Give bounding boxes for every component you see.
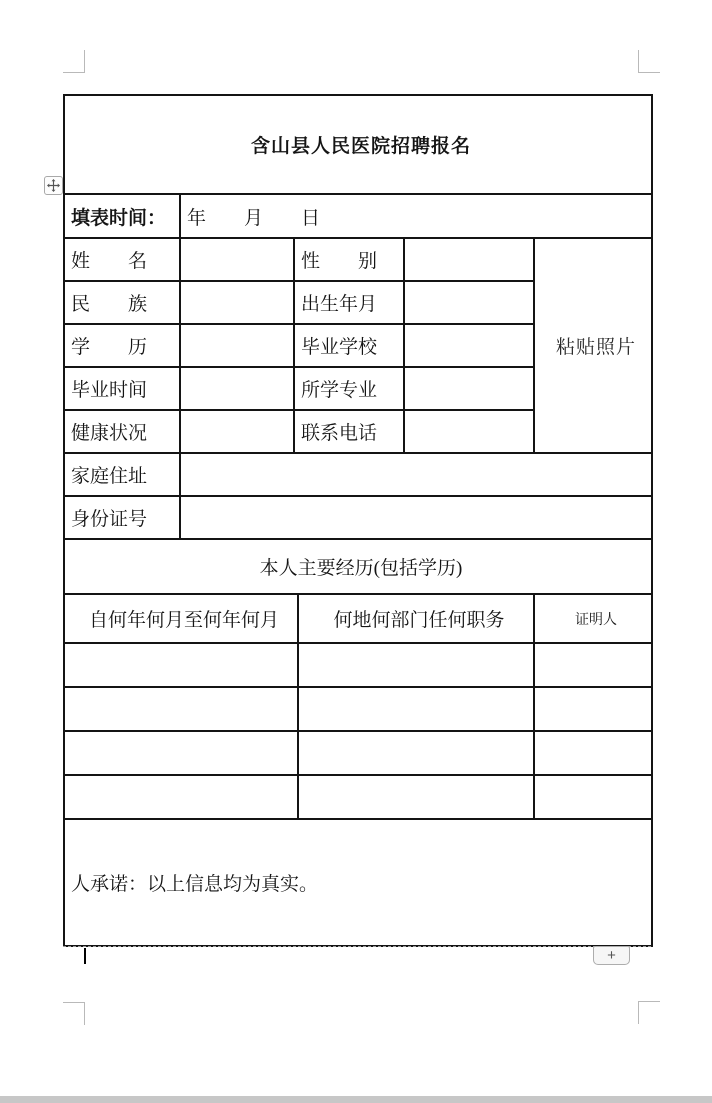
field-value-graduation-time[interactable]	[180, 367, 294, 410]
field-value-address[interactable]	[180, 453, 652, 496]
experience-position-cell[interactable]	[298, 731, 534, 775]
experience-period-cell[interactable]	[64, 643, 298, 687]
field-value-school[interactable]	[404, 324, 534, 367]
experience-header-reference: 证明人	[534, 594, 652, 643]
experience-row	[64, 687, 652, 731]
recruitment-form-table	[63, 94, 653, 947]
experience-row	[64, 775, 652, 819]
field-label-school: 毕业学校	[294, 324, 404, 367]
experience-period-cell[interactable]	[64, 731, 298, 775]
field-value-education[interactable]	[180, 324, 294, 367]
move-cross-icon	[47, 179, 60, 192]
field-label-name: 姓 名	[64, 238, 180, 281]
field-value-id-number[interactable]	[180, 496, 652, 539]
text-boundary-mark-bottom-left	[63, 1002, 85, 1025]
experience-reference-cell[interactable]	[534, 775, 652, 819]
text-boundary-mark-top-right	[638, 50, 660, 73]
table-move-handle[interactable]	[44, 176, 63, 195]
experience-position-cell[interactable]	[298, 643, 534, 687]
experience-header-period: 自何年何月至何年何月	[64, 594, 298, 643]
experience-position-cell[interactable]	[298, 775, 534, 819]
field-label-graduation-time: 毕业时间	[64, 367, 180, 410]
photo-paste-area[interactable]: 粘贴照片	[534, 238, 652, 453]
experience-reference-cell[interactable]	[534, 731, 652, 775]
experience-reference-cell[interactable]	[534, 687, 652, 731]
experience-period-cell[interactable]	[64, 687, 298, 731]
field-label-address: 家庭住址	[64, 453, 180, 496]
field-label-health: 健康状况	[64, 410, 180, 453]
promise-statement: 人承诺：以上信息均为真实。	[64, 819, 652, 946]
text-boundary-mark-bottom-right	[638, 1001, 660, 1024]
field-value-gender[interactable]	[404, 238, 534, 281]
experience-section-title: 本人主要经历(包括学历)	[64, 539, 652, 594]
experience-row	[64, 643, 652, 687]
field-label-birthdate: 出生年月	[294, 281, 404, 324]
field-value-ethnicity[interactable]	[180, 281, 294, 324]
add-page-button[interactable]: +	[593, 946, 630, 965]
experience-position-cell[interactable]	[298, 687, 534, 731]
field-label-id-number: 身份证号	[64, 496, 180, 539]
page-bottom-boundary	[63, 946, 651, 947]
experience-period-cell[interactable]	[64, 775, 298, 819]
fill-time-label: 填表时间：	[64, 194, 180, 238]
field-value-name[interactable]	[180, 238, 294, 281]
field-value-birthdate[interactable]	[404, 281, 534, 324]
field-value-health[interactable]	[180, 410, 294, 453]
field-value-phone[interactable]	[404, 410, 534, 453]
form-title: 含山县人民医院招聘报名	[64, 95, 652, 194]
field-label-gender: 性 别	[294, 238, 404, 281]
experience-row	[64, 731, 652, 775]
experience-reference-cell[interactable]	[534, 643, 652, 687]
field-label-phone: 联系电话	[294, 410, 404, 453]
field-label-education: 学 历	[64, 324, 180, 367]
text-boundary-mark-top-left	[63, 50, 85, 73]
text-cursor	[84, 948, 86, 964]
experience-header-position: 何地何部门任何职务	[298, 594, 534, 643]
fill-time-value[interactable]: 年 月 日	[180, 194, 652, 238]
field-value-major[interactable]	[404, 367, 534, 410]
field-label-major: 所学专业	[294, 367, 404, 410]
field-label-ethnicity: 民 族	[64, 281, 180, 324]
app-background-strip	[0, 1096, 712, 1103]
